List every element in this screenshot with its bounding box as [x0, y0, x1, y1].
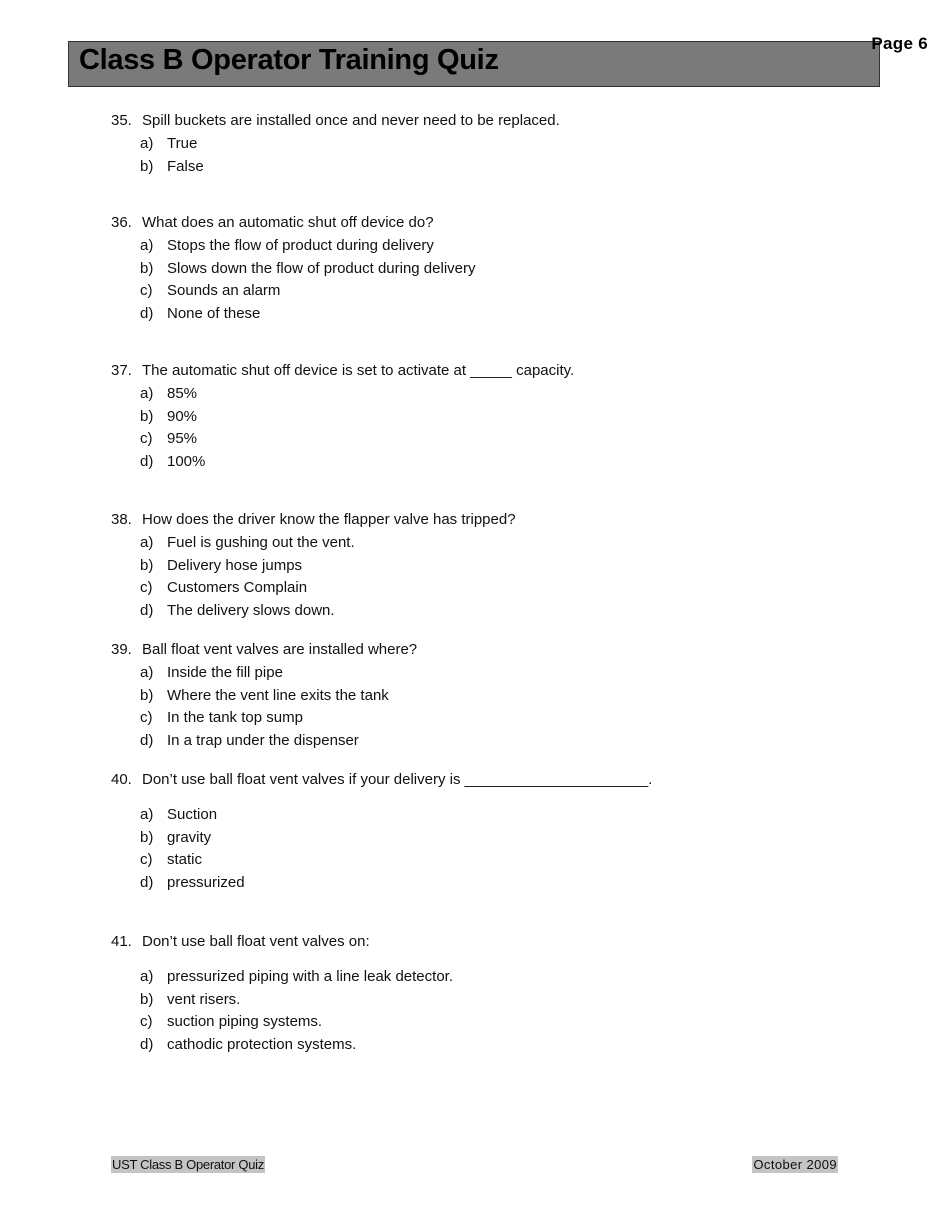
option-item	[111, 235, 476, 258]
option-item	[111, 1011, 453, 1034]
option-letter: c)	[140, 1013, 153, 1030]
question-number: 40.	[111, 771, 132, 788]
option-text: Stops the flow of product during delivery	[167, 237, 434, 254]
option-text: 85%	[167, 385, 198, 402]
option-letter: c)	[140, 709, 153, 726]
question-41	[111, 931, 453, 1056]
option-letter: a)	[140, 806, 154, 823]
option-text: Where the vent line exits the tank	[167, 686, 389, 704]
question-number: 36.	[111, 214, 132, 231]
option-text: 100%	[167, 452, 206, 470]
option-letter: b)	[140, 259, 154, 277]
option-item	[111, 707, 417, 730]
option-letter: a)	[140, 385, 154, 402]
option-text: cathodic protection systems.	[167, 1035, 357, 1053]
option-item	[111, 156, 560, 179]
option-text: Slows down the flow of product during delivery	[167, 259, 476, 277]
option-item	[111, 849, 652, 872]
option-letter: d)	[140, 731, 154, 749]
option-letter: d)	[140, 1035, 154, 1053]
option-text: pressurized piping with a line leak detector.	[167, 968, 453, 985]
option-letter: c)	[140, 430, 153, 447]
option-letter: b)	[140, 686, 154, 704]
option-text: Customers Complain	[167, 579, 308, 596]
question-text: What does an automatic shut off device do?	[142, 214, 434, 231]
question-37	[111, 360, 574, 473]
option-item	[111, 406, 574, 429]
option-item	[111, 133, 560, 156]
option-list	[111, 383, 574, 473]
question-text: How does the driver know the flapper valve has tripped?	[142, 511, 516, 528]
option-text: In the tank top sump	[167, 709, 303, 726]
option-text: In a trap under the dispenser	[167, 731, 359, 749]
option-text: pressurized	[167, 873, 245, 891]
question-text: Don’t use ball float vent valves if your delivery is ______________________.	[142, 771, 653, 788]
option-letter: a)	[140, 534, 154, 551]
option-letter: a)	[140, 237, 154, 254]
option-letter: c)	[140, 851, 153, 868]
option-text: Inside the fill pipe	[167, 664, 283, 681]
option-text: Suction	[167, 806, 218, 823]
footer-date: October 2009	[753, 1157, 837, 1172]
option-list	[111, 235, 476, 325]
question-39	[111, 639, 417, 752]
header-bar	[68, 41, 880, 87]
option-text: vent risers.	[167, 990, 241, 1008]
option-item	[111, 966, 453, 989]
option-text: suction piping systems.	[167, 1013, 323, 1030]
option-letter: c)	[140, 282, 153, 299]
option-item	[111, 804, 652, 827]
option-letter: a)	[140, 135, 154, 152]
question-40	[111, 769, 652, 894]
footer-document-title: UST Class B Operator Quiz	[112, 1157, 264, 1172]
option-list	[111, 966, 453, 1056]
option-text: Delivery hose jumps	[167, 556, 303, 574]
question-text: Spill buckets are installed once and never need to be replaced.	[142, 112, 560, 129]
option-text: 95%	[167, 430, 198, 447]
question-text: Ball float vent valves are installed where?	[142, 641, 418, 658]
option-list	[111, 532, 516, 622]
option-letter: b)	[140, 828, 154, 846]
option-item	[111, 532, 516, 555]
option-letter: d)	[140, 452, 154, 470]
option-letter: b)	[140, 556, 154, 574]
question-number: 41.	[111, 933, 132, 950]
question-35	[111, 110, 560, 178]
option-item	[111, 662, 417, 685]
option-text: None of these	[167, 304, 261, 322]
option-letter: c)	[140, 579, 153, 596]
option-text: gravity	[167, 828, 212, 846]
option-item	[111, 303, 476, 326]
option-letter: d)	[140, 601, 154, 619]
option-item	[111, 577, 516, 600]
question-number: 38.	[111, 511, 132, 528]
option-item	[111, 827, 652, 850]
option-item	[111, 428, 574, 451]
option-letter: b)	[140, 157, 154, 175]
option-item	[111, 730, 417, 753]
option-item	[111, 1034, 453, 1057]
question-number: 39.	[111, 641, 132, 658]
option-letter: d)	[140, 873, 154, 891]
question-text: Don’t use ball float vent valves on:	[142, 933, 370, 950]
option-item	[111, 685, 417, 708]
page-number: Page 6	[871, 34, 928, 53]
option-text: 90%	[167, 407, 198, 425]
option-item	[111, 555, 516, 578]
option-letter: b)	[140, 407, 154, 425]
option-text: False	[167, 157, 204, 175]
question-number: 37.	[111, 362, 132, 379]
page-title: Class B Operator Training Quiz	[79, 44, 499, 76]
option-text: The delivery slows down.	[167, 601, 335, 619]
option-letter: a)	[140, 664, 154, 681]
option-item	[111, 258, 476, 281]
option-text: True	[167, 135, 198, 152]
option-list	[111, 662, 417, 752]
option-item	[111, 872, 652, 895]
option-text: Sounds an alarm	[167, 282, 281, 299]
option-text: Fuel is gushing out the vent.	[167, 534, 355, 551]
question-38	[111, 509, 516, 622]
option-item	[111, 383, 574, 406]
question-number: 35.	[111, 112, 132, 129]
option-item	[111, 989, 453, 1012]
option-list	[111, 133, 560, 178]
option-item	[111, 280, 476, 303]
question-text: The automatic shut off device is set to activate at _____ capacity.	[142, 362, 575, 379]
option-text: static	[167, 851, 203, 868]
option-letter: b)	[140, 990, 154, 1008]
option-letter: d)	[140, 304, 154, 322]
option-item	[111, 451, 574, 474]
question-36	[111, 212, 476, 325]
option-item	[111, 600, 516, 623]
option-list	[111, 804, 652, 894]
option-letter: a)	[140, 968, 154, 985]
